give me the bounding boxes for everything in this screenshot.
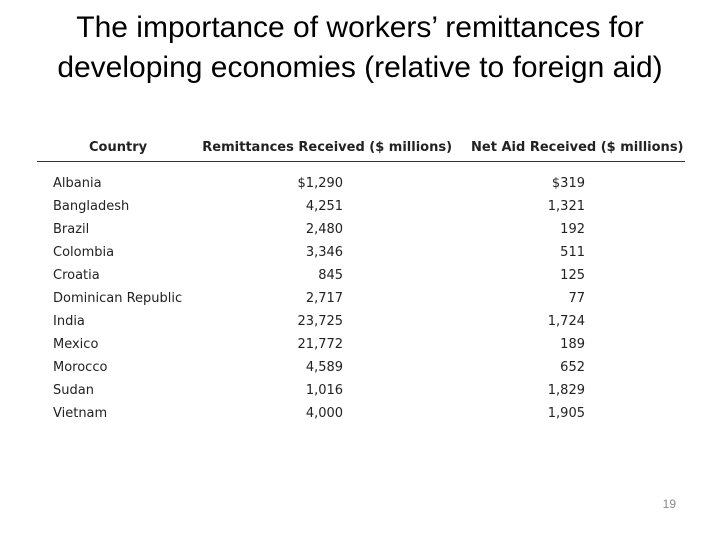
- net-aid-cell: 189: [560, 337, 585, 352]
- remittances-cell: 23,725: [297, 314, 344, 329]
- remittances-cell: 845: [318, 268, 344, 283]
- table-row: [37, 162, 685, 196]
- remittances-cell: $1,290: [297, 176, 344, 191]
- net-aid-cell: 192: [560, 222, 585, 237]
- remittances-cell: 1,016: [305, 383, 344, 398]
- country-cell: Vietnam: [53, 406, 108, 421]
- net-aid-cell: 1,829: [547, 383, 585, 398]
- table-row: [37, 379, 685, 402]
- country-cell: Albania: [53, 176, 102, 191]
- column-header-remittances: Remittances Received ($ millions): [200, 133, 457, 162]
- page-number: 19: [662, 497, 676, 511]
- table-row: [37, 287, 685, 310]
- country-cell: Bangladesh: [53, 199, 130, 214]
- remittances-cell: 2,717: [305, 291, 344, 306]
- table-row: [37, 356, 685, 379]
- remittances-cell: 4,251: [305, 199, 344, 214]
- country-cell: Colombia: [53, 245, 115, 260]
- remittances-table: [37, 133, 685, 425]
- country-cell: India: [53, 314, 85, 329]
- net-aid-cell: 652: [560, 360, 585, 375]
- country-cell: Sudan: [53, 383, 94, 398]
- net-aid-cell: 1,724: [547, 314, 585, 329]
- net-aid-cell: 1,321: [547, 199, 585, 214]
- column-header-net-aid: Net Aid Received ($ millions): [457, 133, 685, 162]
- table-row: [37, 310, 685, 333]
- table-row: [37, 333, 685, 356]
- country-cell: Croatia: [53, 268, 100, 283]
- table-row: [37, 264, 685, 287]
- net-aid-cell: 511: [560, 245, 585, 260]
- column-header-country: Country: [37, 133, 200, 162]
- remittances-cell: 3,346: [305, 245, 344, 260]
- country-cell: Morocco: [53, 360, 108, 375]
- table-row: [37, 195, 685, 218]
- remittances-cell: 2,480: [305, 222, 344, 237]
- net-aid-cell: 125: [560, 268, 585, 283]
- table-row: [37, 402, 685, 425]
- slide-title: The importance of workers’ remittances for developing economies (relative to foreign aid): [57, 11, 663, 84]
- remittances-cell: 4,000: [305, 406, 344, 421]
- remittances-cell: 4,589: [305, 360, 344, 375]
- table-row: [37, 241, 685, 264]
- net-aid-cell: 1,905: [547, 406, 585, 421]
- net-aid-cell: $319: [551, 176, 585, 191]
- table-row: [37, 218, 685, 241]
- country-cell: Mexico: [53, 337, 99, 352]
- table-header-row: [37, 133, 685, 162]
- country-cell: Brazil: [53, 222, 90, 237]
- net-aid-cell: 77: [568, 291, 585, 306]
- country-cell: Dominican Republic: [53, 291, 183, 306]
- remittances-cell: 21,772: [297, 337, 344, 352]
